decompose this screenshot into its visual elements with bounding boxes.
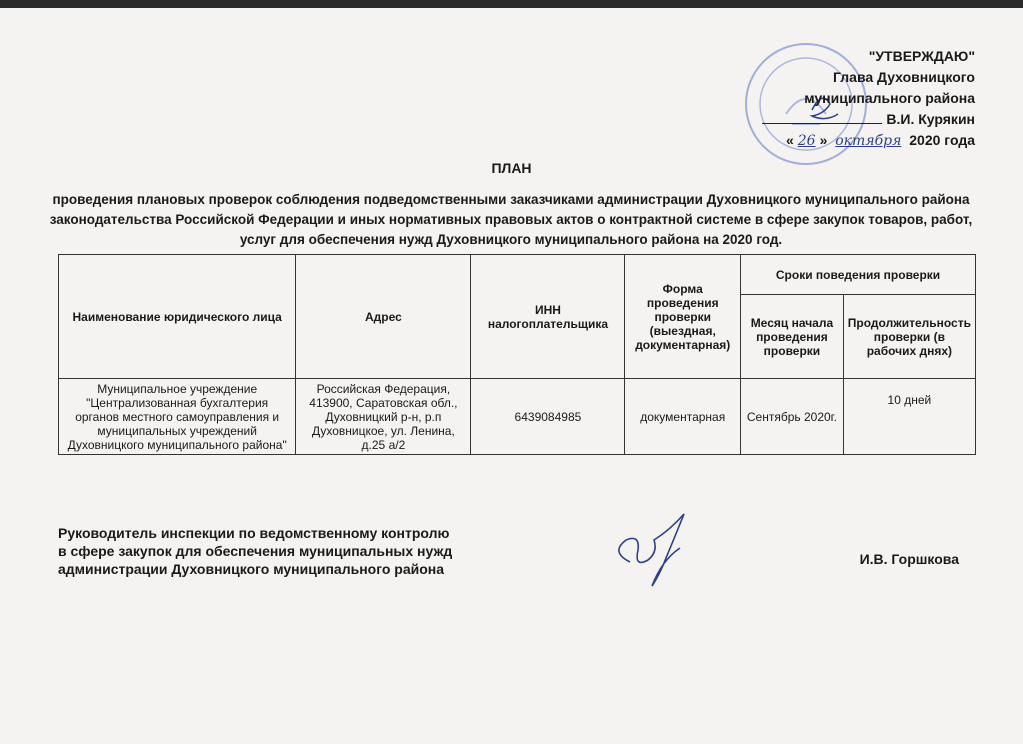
cell-address: Российская Федерация, 413900, Саратовская обл., Духовницкий р-н, р.п Духовницкое, ул. Ленина, д.25 а/2 xyxy=(296,379,471,455)
document-subtitle xyxy=(6,190,1016,250)
footer-position xyxy=(58,524,452,578)
footer-signer: И.В. Горшкова xyxy=(859,551,959,567)
header-address: Адрес xyxy=(296,255,471,379)
header-form: Форма проведения проверки (выездная, документарная) xyxy=(625,255,741,379)
approval-block xyxy=(675,46,975,152)
table-row xyxy=(59,379,976,455)
header-inn: ИНН налогоплательщика xyxy=(471,255,625,379)
date-month: октября xyxy=(835,133,902,149)
approval-signer-line xyxy=(675,109,975,130)
footer-line-3: администрации Духовницкого муниципального района xyxy=(58,561,445,577)
cell-name: Муниципальное учреждение "Централизованная бухгалтерия органов местного самоуправления и муниципальных учреждений Духовницкого муниципального района" xyxy=(59,379,296,455)
date-open-quote: « xyxy=(785,132,794,148)
header-start-month: Месяц начала проведения проверки xyxy=(741,295,844,379)
table-header-row xyxy=(59,255,976,295)
approval-position-2: муниципального района xyxy=(804,90,975,106)
approval-date xyxy=(675,130,975,152)
approval-signer: В.И. Курякин xyxy=(886,111,975,127)
header-duration: Продолжительность проверки (в рабочих днях) xyxy=(843,295,975,379)
date-day: 26 xyxy=(797,133,816,149)
approval-position: Глава Духовницкого xyxy=(833,69,975,85)
subtitle-line-3: услуг для обеспечения нужд Духовницкого муниципального района на 2020 год. xyxy=(239,232,783,247)
scan-edge xyxy=(0,0,1023,8)
subtitle-line-1: проведения плановых проверок соблюдения подведомственными заказчиками администрации Духовницкого муниципального района xyxy=(52,192,970,207)
cell-form: документарная xyxy=(625,379,741,455)
date-year: 2020 года xyxy=(909,132,975,148)
date-close-quote: » xyxy=(819,132,828,148)
footer-line-1: Руководитель инспекции по ведомственному контролю xyxy=(58,525,450,541)
handwritten-signature xyxy=(600,512,710,592)
subtitle-line-2: законодательства Российской Федерации и иных нормативных правовых актов о контрактной системе в сфере закупок товаров, работ, xyxy=(49,212,973,227)
document-title: ПЛАН xyxy=(491,160,532,176)
approval-heading: "УТВЕРЖДАЮ" xyxy=(868,48,975,64)
footer-line-2: в сфере закупок для обеспечения муниципальных нужд xyxy=(58,543,453,559)
header-terms: Сроки поведения проверки xyxy=(741,255,976,295)
cell-inn: 6439084985 xyxy=(471,379,625,455)
cell-duration: 10 дней xyxy=(843,379,975,455)
inspection-plan-table xyxy=(58,254,976,455)
header-name: Наименование юридического лица xyxy=(59,255,296,379)
cell-start-month: Сентябрь 2020г. xyxy=(741,379,844,455)
signature-line xyxy=(762,111,882,124)
